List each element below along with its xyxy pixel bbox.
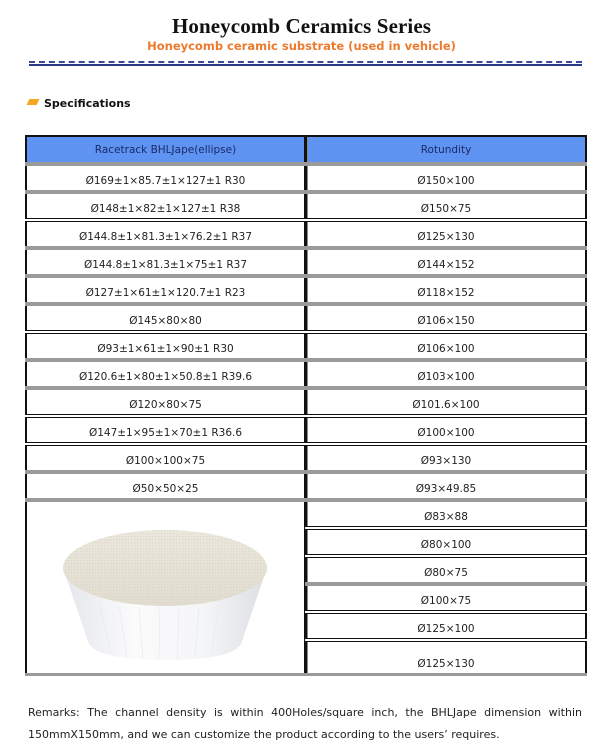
table-cell: Ø100×100 <box>305 418 587 442</box>
table-cell: Ø80×100 <box>305 530 587 554</box>
table-cell: Ø150×100 <box>305 166 587 190</box>
table-cell: Ø150×75 <box>305 194 587 218</box>
header-divider <box>29 61 582 66</box>
table-cell: Ø147±1×95±1×70±1 R36.6 <box>25 418 305 442</box>
table-cell: Ø144×152 <box>305 250 587 274</box>
table-cell: Ø118×152 <box>305 278 587 302</box>
section-heading <box>28 95 131 111</box>
table-cell: Ø125×130 <box>305 222 587 246</box>
table-cell: Ø93×49.85 <box>305 474 587 498</box>
table-cell: Ø106×150 <box>305 306 587 330</box>
remarks-text: Remarks: The channel density is within 400Holes/square inch, the BHLJape dimension within 150mmX150mm, and we can customize the product according to the users’ requires. <box>28 706 582 741</box>
bullet-icon <box>27 99 40 105</box>
table-cell: Ø145×80×80 <box>25 306 305 330</box>
honeycomb-ceramic-image <box>59 524 271 664</box>
table-bottom-border <box>305 673 587 676</box>
table-cell: Ø144.8±1×81.3±1×76.2±1 R37 <box>25 222 305 246</box>
table-cell: Ø125×130 <box>305 642 587 673</box>
table-cell: Ø103×100 <box>305 362 587 386</box>
table-bottom-border <box>25 673 305 676</box>
table-cell: Ø125×100 <box>305 614 587 638</box>
divider-solid-line <box>29 64 582 66</box>
column-header-racetrack: Racetrack BHLJape(ellipse) <box>25 135 305 162</box>
table-cell: Ø101.6×100 <box>305 390 587 414</box>
product-image-cell <box>25 502 305 673</box>
table-cell: Ø120×80×75 <box>25 390 305 414</box>
table-cell: Ø100×100×75 <box>25 446 305 470</box>
table-cell: Ø106×100 <box>305 334 587 358</box>
table-cell: Ø100×75 <box>305 586 587 610</box>
divider-dashed-line <box>29 61 582 63</box>
table-cell: Ø148±1×82±1×127±1 R38 <box>25 194 305 218</box>
table-cell: Ø93×130 <box>305 446 587 470</box>
table-cell: Ø144.8±1×81.3±1×75±1 R37 <box>25 250 305 274</box>
section-label: Specifications <box>44 96 131 110</box>
table-cell: Ø80×75 <box>305 558 587 582</box>
table-cell: Ø93±1×61±1×90±1 R30 <box>25 334 305 358</box>
page-subtitle: Honeycomb ceramic substrate (used in vehicle) <box>147 39 456 53</box>
table-cell: Ø120.6±1×80±1×50.8±1 R39.6 <box>25 362 305 386</box>
page-title: Honeycomb Ceramics Series <box>171 14 432 38</box>
table-cell: Ø127±1×61±1×120.7±1 R23 <box>25 278 305 302</box>
table-cell: Ø169±1×85.7±1×127±1 R30 <box>25 166 305 190</box>
table-cell: Ø83×88 <box>305 502 587 526</box>
table-cell: Ø50×50×25 <box>25 474 305 498</box>
column-header-rotundity: Rotundity <box>305 135 587 162</box>
